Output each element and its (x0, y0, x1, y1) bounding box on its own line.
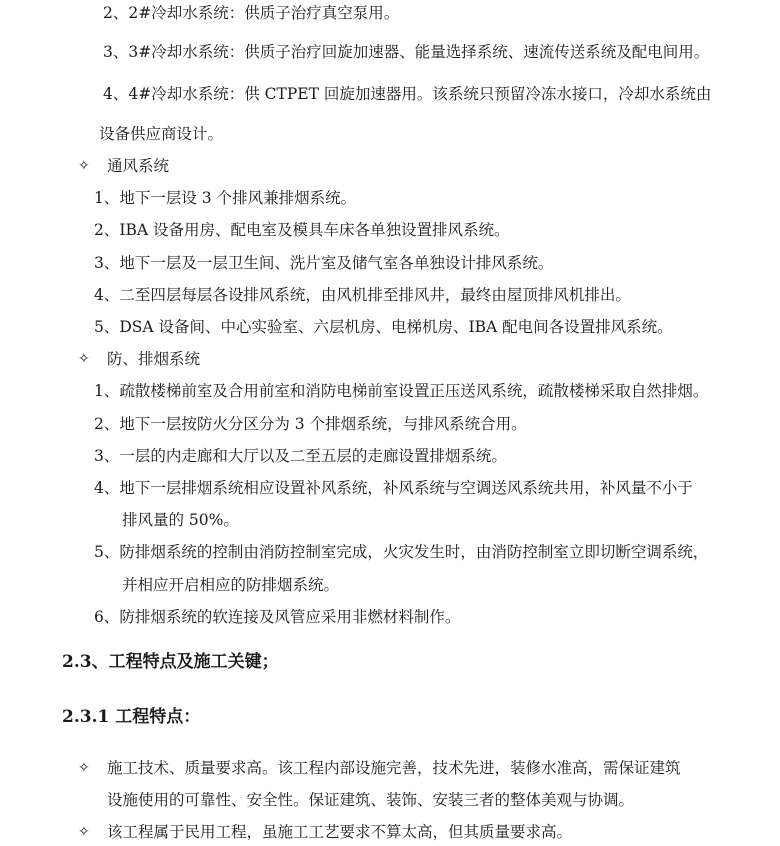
smoke-item-6: 6、防排烟系统的软连接及风管应采用非燃材料制作。 (94, 608, 461, 626)
cooling-item-4: 4、4#冷却水系统：供 CTPET 回旋加速器用。该系统只预留冷冻水接口，冷却水系统由 (103, 85, 712, 103)
section-2-3-heading: 2.3、工程特点及施工关键； (62, 652, 279, 672)
feature-paragraph-1-cont: 设施使用的可靠性、安全性。保证建筑、装饰、安装三者的整体美观与协调。 (107, 791, 635, 809)
smoke-item-4: 4、地下一层排烟系统相应设置补风系统，补风系统与空调送风系统共用，补风量不小于 (94, 479, 693, 497)
cooling-item-4-cont: 设备供应商设计。 (99, 125, 224, 143)
smoke-bullet-icon: ✧ (78, 351, 90, 367)
feature-bullet-icon: ✧ (78, 760, 90, 776)
smoke-item-5: 5、防排烟系统的控制由消防控制室完成，火灾发生时，由消防控制室立即切断空调系统， (94, 543, 709, 561)
smoke-item-3: 3、一层的内走廊和大厅以及二至五层的走廊设置排烟系统。 (94, 447, 507, 465)
ventilation-item: 4、二至四层每层各设排风系统，由风机排至排风井，最终由屋顶排风机排出。 (94, 286, 631, 304)
ventilation-item: 3、地下一层及一层卫生间、洗片室及储气室各单独设计排风系统。 (94, 254, 554, 272)
smoke-item-4-cont: 排风量的 50%。 (122, 511, 239, 529)
smoke-title: 防、排烟系统 (107, 350, 201, 368)
ventilation-item: 2、IBA 设备用房、配电室及模具车床各单独设置排风系统。 (94, 221, 510, 239)
ventilation-title: 通风系统 (107, 157, 170, 175)
feature-paragraph-1: 施工技术、质量要求高。该工程内部设施完善，技术先进，装修水准高，需保证建筑 (107, 759, 681, 777)
smoke-item-1: 1、疏散楼梯前室及合用前室和消防电梯前室设置正压送风系统，疏散楼梯采取自然排烟。 (94, 382, 709, 400)
cooling-item-3: 3、3#冷却水系统：供质子治疗回旋加速器、能量选择系统、速流传送系统及配电间用。 (103, 43, 710, 61)
smoke-item-2: 2、地下一层按防火分区分为 3 个排烟系统，与排风系统合用。 (94, 415, 527, 433)
ventilation-item: 1、地下一层设 3 个排风兼排烟系统。 (94, 189, 357, 207)
feature-bullet-icon: ✧ (78, 824, 90, 840)
ventilation-bullet-icon: ✧ (78, 158, 90, 174)
feature-paragraph-2: 该工程属于民用工程，虽施工工艺要求不算太高，但其质量要求高。 (107, 823, 573, 841)
section-2-3-1-heading: 2.3.1 工程特点： (62, 707, 201, 727)
ventilation-item: 5、DSA 设备间、中心实验室、六层机房、电梯机房、IBA 配电间各设置排风系统。 (94, 318, 673, 336)
cooling-item-2: 2、2#冷却水系统：供质子治疗真空泵用。 (103, 4, 400, 22)
smoke-item-5-cont: 并相应开启相应的防排烟系统。 (122, 576, 340, 594)
